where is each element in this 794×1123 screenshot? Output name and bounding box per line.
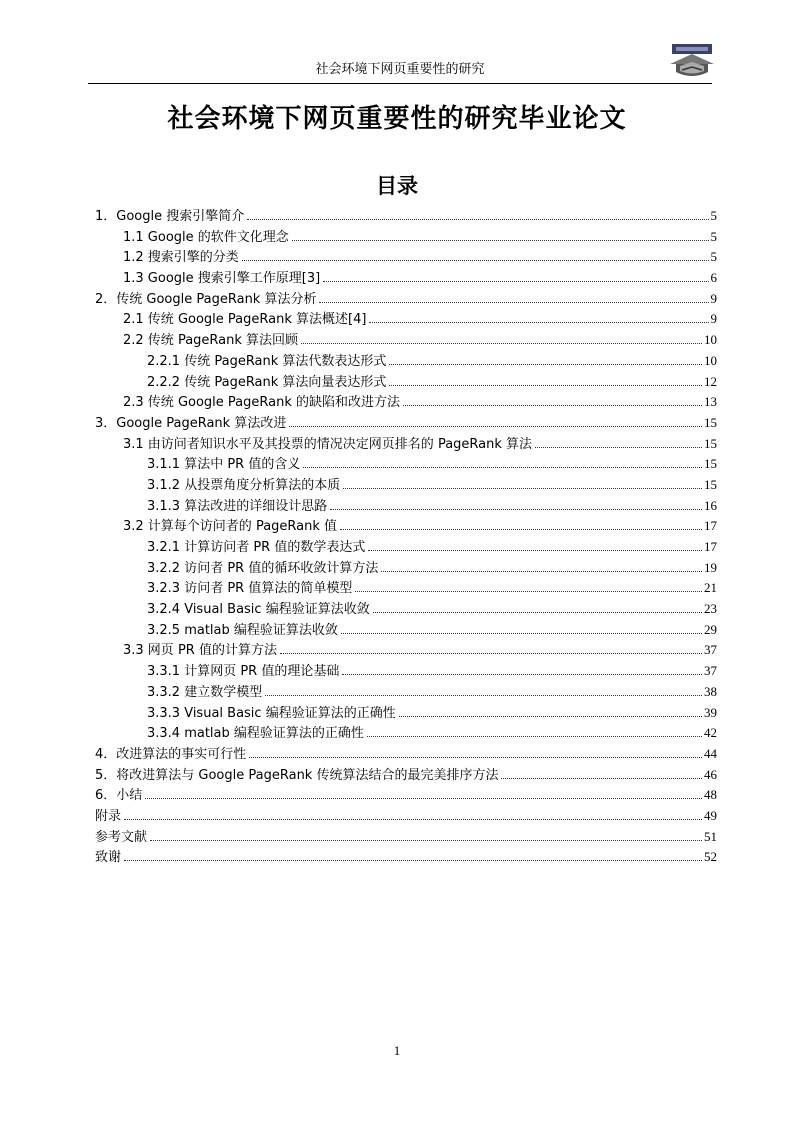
page-header bbox=[88, 40, 712, 86]
toc-entry-page: 38 bbox=[704, 683, 717, 699]
toc-entry-page: 15 bbox=[704, 456, 717, 472]
toc-entry-title: 3.3.1 计算网页 PR 值的理论基础 bbox=[147, 664, 340, 680]
toc-entry-page: 37 bbox=[704, 642, 717, 658]
toc-entry-page: 15 bbox=[704, 435, 717, 451]
toc-entry-title: 3.3.3 Visual Basic 编程验证算法的正确性 bbox=[147, 705, 396, 721]
toc-entry-page: 42 bbox=[704, 725, 717, 741]
toc-entry[interactable] bbox=[95, 536, 717, 557]
toc-entry-title: 3．Google PageRank 算法改进 bbox=[95, 415, 287, 431]
toc-entry-title: 3.3 网页 PR 值的计算方法 bbox=[123, 643, 277, 659]
toc-dot-leader bbox=[367, 736, 702, 737]
toc-entry-page: 46 bbox=[704, 766, 717, 782]
toc-dot-leader bbox=[399, 716, 702, 717]
toc-entry[interactable] bbox=[95, 226, 717, 247]
toc-entry[interactable] bbox=[95, 846, 717, 867]
toc-entry-title: 3.2.1 计算访问者 PR 值的数学表达式 bbox=[147, 540, 366, 555]
toc-entry[interactable] bbox=[95, 246, 717, 267]
toc-dot-leader bbox=[150, 840, 702, 841]
toc-entry-page: 19 bbox=[704, 559, 717, 575]
toc-dot-leader bbox=[289, 426, 702, 427]
toc-entry[interactable] bbox=[95, 660, 717, 681]
toc-dot-leader bbox=[247, 219, 708, 220]
toc-entry-page: 17 bbox=[704, 518, 717, 534]
toc-entry-page: 16 bbox=[704, 497, 717, 513]
toc-entry-page: 10 bbox=[704, 352, 717, 368]
toc-entry[interactable] bbox=[95, 577, 717, 598]
toc-entry-page: 37 bbox=[704, 663, 717, 679]
toc-dot-leader bbox=[124, 819, 702, 820]
toc-entry-title: 4．改进算法的事实可行性 bbox=[95, 746, 247, 762]
toc-entry[interactable] bbox=[95, 764, 717, 785]
toc-dot-leader bbox=[501, 778, 702, 779]
toc-entry-page: 12 bbox=[704, 373, 717, 389]
toc-entry-title: 2.2 传统 PageRank 算法回顾 bbox=[123, 333, 299, 349]
toc-dot-leader bbox=[403, 405, 702, 406]
toc-entry-page: 17 bbox=[704, 539, 717, 554]
toc-dot-leader bbox=[381, 571, 702, 572]
toc-entry-title: 3.3.2 建立数学模型 bbox=[147, 684, 263, 700]
toc-entry-title: 1.2 搜索引擎的分类 bbox=[123, 250, 239, 266]
toc-entry-title: 3.3.4 matlab 编程验证算法的正确性 bbox=[147, 726, 364, 742]
toc-dot-leader bbox=[265, 695, 702, 696]
toc-entry-title: 3.2.4 Visual Basic 编程验证算法收敛 bbox=[147, 602, 370, 618]
toc-entry-page: 48 bbox=[704, 787, 717, 803]
toc-dot-leader bbox=[303, 467, 702, 468]
table-of-contents bbox=[95, 205, 717, 867]
toc-entry-page: 21 bbox=[704, 580, 717, 596]
toc-entry-page: 51 bbox=[704, 828, 717, 844]
toc-entry-title: 1．Google 搜索引擎简介 bbox=[95, 209, 245, 224]
toc-entry[interactable] bbox=[95, 495, 717, 516]
toc-entry-page: 9 bbox=[710, 290, 717, 306]
toc-entry-title: 3.2.2 访问者 PR 值的循环收敛计算方法 bbox=[147, 560, 379, 576]
toc-entry[interactable] bbox=[95, 722, 717, 743]
toc-entry-page: 44 bbox=[704, 745, 717, 761]
toc-entry-title: 3.2 计算每个访问者的 PageRank 值 bbox=[123, 519, 338, 535]
toc-entry-page: 49 bbox=[704, 807, 717, 823]
toc-entry[interactable] bbox=[95, 288, 717, 309]
toc-dot-leader bbox=[319, 302, 708, 303]
header-title: 社会环境下网页重要性的研究 bbox=[315, 62, 485, 77]
toc-dot-leader bbox=[355, 591, 702, 592]
toc-entry-page: 15 bbox=[704, 476, 717, 492]
toc-entry[interactable] bbox=[95, 681, 717, 702]
toc-entry-page: 39 bbox=[704, 704, 717, 720]
toc-entry-title: 致谢 bbox=[95, 850, 122, 866]
toc-entry-title: 1.1 Google 的软件文化理念 bbox=[123, 229, 289, 245]
toc-entry-page: 6 bbox=[710, 270, 717, 286]
toc-entry-page: 5 bbox=[710, 228, 717, 244]
toc-entry[interactable] bbox=[95, 598, 717, 619]
toc-dot-leader bbox=[124, 860, 702, 861]
toc-dot-leader bbox=[340, 529, 702, 530]
toc-entry-title: 附录 bbox=[95, 808, 122, 824]
toc-dot-leader bbox=[323, 281, 708, 282]
toc-entry-title: 3.2.3 访问者 PR 值算法的简单模型 bbox=[147, 581, 353, 597]
toc-entry[interactable] bbox=[95, 391, 717, 412]
toc-entry-title: 2.1 传统 Google PageRank 算法概述[4] bbox=[123, 312, 367, 328]
toc-dot-leader bbox=[249, 757, 702, 758]
toc-dot-leader bbox=[242, 260, 709, 261]
toc-entry[interactable] bbox=[95, 267, 717, 288]
toc-dot-leader bbox=[535, 447, 702, 448]
toc-entry-title: 3.2.5 matlab 编程验证算法收敛 bbox=[147, 622, 338, 638]
toc-entry[interactable] bbox=[95, 619, 717, 640]
toc-entry[interactable] bbox=[95, 805, 717, 826]
toc-entry-page: 15 bbox=[704, 414, 717, 430]
toc-dot-leader bbox=[373, 612, 702, 613]
page-number: 1 bbox=[393, 1043, 401, 1058]
toc-dot-leader bbox=[343, 488, 702, 489]
toc-entry-title: 2.3 传统 Google PageRank 的缺陷和改进方法 bbox=[123, 395, 400, 411]
toc-entry-page: 52 bbox=[704, 849, 717, 865]
toc-dot-leader bbox=[301, 343, 702, 344]
toc-dot-leader bbox=[368, 550, 702, 551]
toc-entry-title: 2．传统 Google PageRank 算法分析 bbox=[95, 291, 317, 307]
toc-entry[interactable] bbox=[95, 453, 717, 474]
toc-entry[interactable] bbox=[95, 329, 717, 350]
toc-dot-leader bbox=[292, 240, 709, 241]
toc-entry[interactable] bbox=[95, 557, 717, 578]
toc-entry-title: 3.1.3 算法改进的详细设计思路 bbox=[147, 498, 328, 514]
toc-entry-title: 2.2.2 传统 PageRank 算法向量表达形式 bbox=[147, 374, 387, 390]
toc-dot-leader bbox=[389, 385, 702, 386]
toc-dot-leader bbox=[342, 674, 702, 675]
toc-entry-page: 9 bbox=[710, 311, 717, 327]
toc-entry-title: 3.1.2 从投票角度分析算法的本质 bbox=[147, 477, 341, 493]
university-crest-icon bbox=[668, 40, 716, 82]
toc-entry[interactable] bbox=[95, 371, 717, 392]
toc-entry[interactable] bbox=[95, 474, 717, 495]
toc-heading: 目录 bbox=[376, 174, 418, 198]
toc-entry[interactable] bbox=[95, 784, 717, 805]
document-title: 社会环境下网页重要性的研究毕业论文 bbox=[167, 104, 627, 134]
toc-dot-leader bbox=[389, 364, 702, 365]
toc-entry[interactable] bbox=[95, 205, 717, 226]
toc-dot-leader bbox=[330, 509, 702, 510]
toc-entry[interactable] bbox=[95, 743, 717, 764]
toc-entry[interactable] bbox=[95, 639, 717, 660]
toc-entry-page: 5 bbox=[710, 249, 717, 265]
toc-entry-title: 参考文献 bbox=[95, 829, 148, 845]
toc-entry[interactable] bbox=[95, 308, 717, 329]
header-rule bbox=[88, 83, 712, 84]
toc-dot-leader bbox=[280, 653, 702, 654]
toc-entry-page: 5 bbox=[710, 208, 717, 223]
toc-entry-page: 10 bbox=[704, 332, 717, 348]
toc-entry[interactable] bbox=[95, 433, 717, 454]
toc-entry-title: 6．小结 bbox=[95, 788, 143, 804]
toc-entry[interactable] bbox=[95, 702, 717, 723]
toc-dot-leader bbox=[341, 633, 702, 634]
toc-entry[interactable] bbox=[95, 412, 717, 433]
toc-entry-title: 5．将改进算法与 Google PageRank 传统算法结合的最完美排序方法 bbox=[95, 767, 499, 783]
toc-entry-page: 29 bbox=[704, 621, 717, 637]
toc-entry-title: 1.3 Google 搜索引擎工作原理[3] bbox=[123, 271, 321, 287]
toc-dot-leader bbox=[145, 798, 702, 799]
toc-entry-page: 13 bbox=[704, 394, 717, 410]
toc-dot-leader bbox=[369, 322, 708, 323]
toc-entry-title: 3.1.1 算法中 PR 值的含义 bbox=[147, 457, 301, 473]
toc-entry[interactable] bbox=[95, 350, 717, 371]
toc-entry-title: 3.1 由访问者知识水平及其投票的情况决定网页排名的 PageRank 算法 bbox=[123, 436, 533, 452]
toc-entry-title: 2.2.1 传统 PageRank 算法代数表达形式 bbox=[147, 353, 387, 369]
toc-entry-page: 23 bbox=[704, 601, 717, 617]
toc-entry[interactable] bbox=[95, 515, 717, 536]
toc-entry[interactable] bbox=[95, 826, 717, 847]
